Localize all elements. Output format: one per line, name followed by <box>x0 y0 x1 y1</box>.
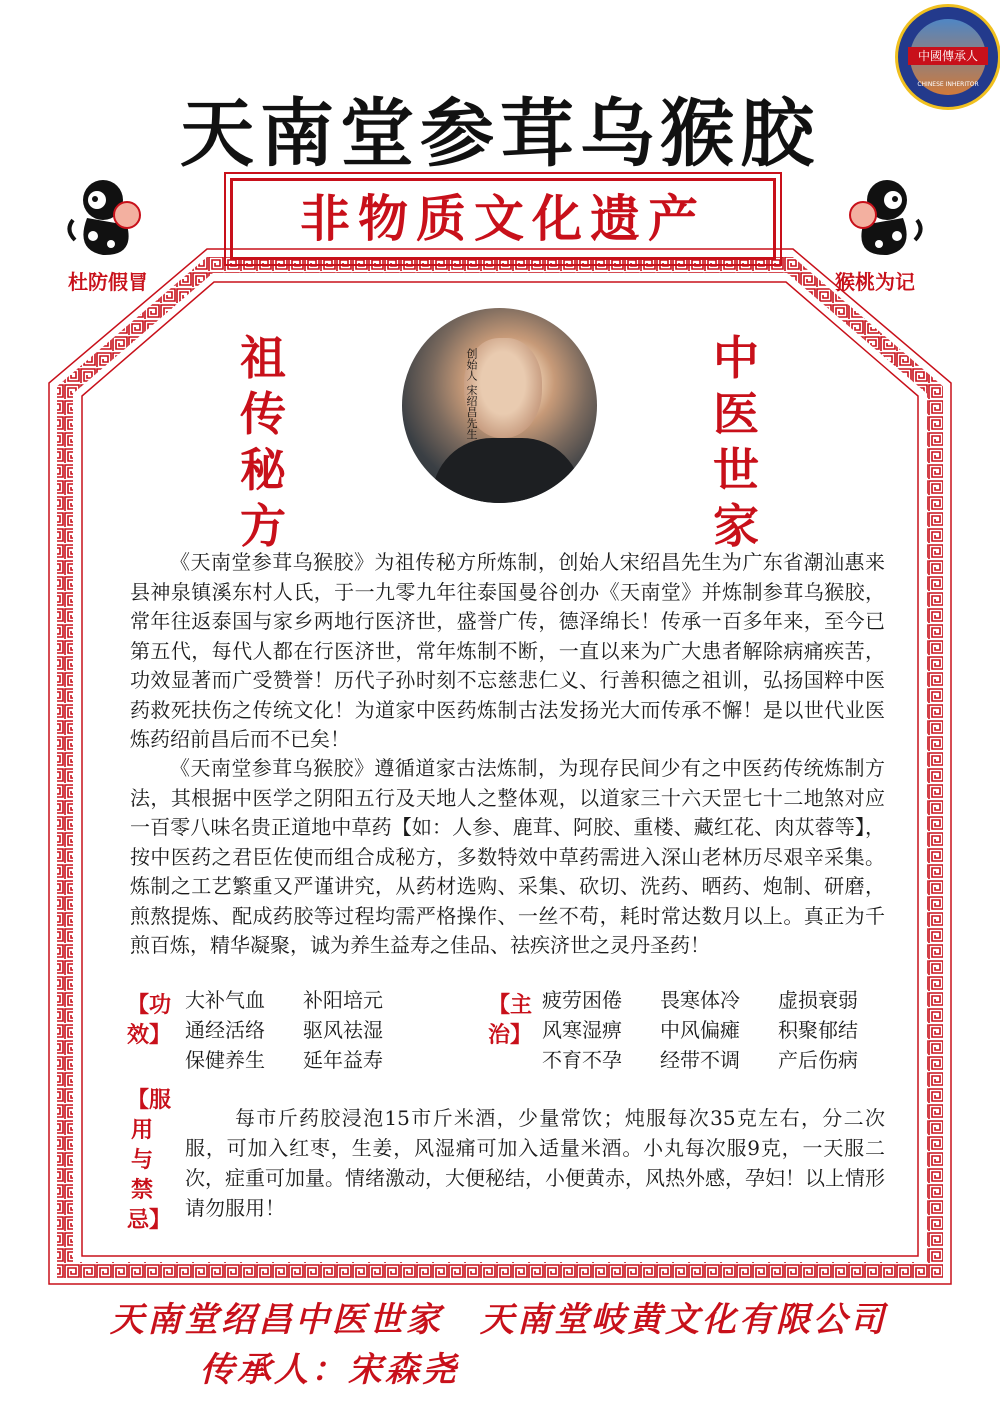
efficacy-row <box>185 985 421 1015</box>
indication-item: 疲劳困倦 <box>542 988 622 1012</box>
efficacy-item: 大补气血 <box>185 988 265 1012</box>
badge-cn-label: 中國傳承人 <box>908 47 988 65</box>
heritage-banner: 非物质文化遗产 <box>230 178 776 260</box>
indication-item: 中风偏瘫 <box>660 1018 740 1042</box>
usage-tag: 【服用与禁忌】 <box>127 1087 172 1233</box>
efficacy-item: 通经活络 <box>185 1018 265 1042</box>
monkey-peach-icon-left <box>65 170 155 260</box>
footer-inheritor: 传承人：宋森尧 <box>200 1350 459 1390</box>
indication-item: 风寒湿痹 <box>542 1018 622 1042</box>
efficacy-list <box>185 985 421 1075</box>
usage-text: 每市斤药胶浸泡15市斤米酒，少量常饮；炖服每次35克左右，分二次服，可加入红枣，生姜，风湿痛可加入适量米酒。小丸每次服9克，一天服二次，症重可加量。情绪激动，大便秘结，小便黄赤，风热外感，孕妇！以上情形请勿服用！ <box>185 1106 885 1220</box>
indications-row <box>542 985 896 1015</box>
method-paragraph: 《天南堂参茸乌猴胶》遵循道家古法炼制，为现存民间少有之中医药传统炼制方法，其根据中医学之阴阳五行及天地人之整体观，以道家三十六天罡七十二地煞对应一百零八味名贵正道地中草药【如：人参、鹿茸、阿胶、重楼、藏红花、肉苁蓉等】，按中医药之君臣佐使而组合成秘方，多数特效中草药需进入深山老林历尽艰辛采集。炼制之工艺繁重又严谨讲究，从药材选购、采集、砍切、洗药、晒药、炮制、研磨，煎熬提炼、配成药胶等过程均需严格操作、一丝不苟，耗时常达数月以上。真正为千煎百炼，精华凝聚，诚为养生益寿之佳品、祛疾济世之灵丹圣药！ <box>130 756 885 957</box>
ancestral-recipe-vertical: 祖传秘方 <box>240 331 286 553</box>
efficacy-item: 延年益寿 <box>303 1048 383 1072</box>
monkey-peach-icon-right <box>835 170 925 260</box>
badge-en-label: CHINESE INHERITOR <box>917 81 979 88</box>
efficacy-item: 驱风祛湿 <box>303 1018 383 1042</box>
tcm-family-vertical: 中医世家 <box>713 331 759 553</box>
indication-item: 积聚郁结 <box>778 1018 858 1042</box>
portrait-caption: 创始人 宋绍昌先生 <box>465 348 478 440</box>
indications-tag: 【主治】 <box>488 992 533 1048</box>
indications-row <box>542 1015 896 1045</box>
efficacy-item: 补阳培元 <box>303 988 383 1012</box>
efficacy-row <box>185 1015 421 1045</box>
history-paragraph: 《天南堂参茸乌猴胶》为祖传秘方所炼制，创始人宋绍昌先生为广东省潮汕惠来县神泉镇溪东村人氏，于一九零九年往泰国曼谷创办《天南堂》并炼制参茸乌猴胶，常年往返泰国与家乡两地行医济世，盛誉广传，德泽绵长！传承一百多年来，至今已第五代，每代人都在行医济世，常年炼制不断，一直以来为广大患者解除病痛疾苦，功效显著而广受赞誉！历代子孙时刻不忘慈悲仁义、行善积德之祖训，弘扬国粹中医药救死扶伤之传统文化！为道家中医药炼制古法发扬光大而传承不懈！是以世代业医炼药绍前昌后而不已矣！ <box>130 550 885 751</box>
efficacy-item: 保健养生 <box>185 1048 265 1072</box>
indications-list <box>542 985 896 1075</box>
anti-counterfeit-label: 杜防假冒 <box>68 270 148 294</box>
indication-item: 不育不孕 <box>542 1048 622 1072</box>
efficacy-row <box>185 1045 421 1075</box>
founder-portrait <box>402 308 597 503</box>
indications-row <box>542 1045 896 1075</box>
monkey-peach-mark-label: 猴桃为记 <box>835 270 915 294</box>
indication-item: 畏寒体冷 <box>660 988 740 1012</box>
indication-item: 虚损衰弱 <box>778 988 858 1012</box>
page-title: 天南堂参茸乌猴胶 <box>180 91 820 177</box>
indication-item: 产后伤病 <box>778 1048 858 1072</box>
indication-item: 经带不调 <box>660 1048 740 1072</box>
efficacy-tag: 【功效】 <box>127 992 172 1048</box>
footer-company: 天南堂绍昌中医世家 天南堂岐黄文化有限公司 <box>110 1300 887 1340</box>
